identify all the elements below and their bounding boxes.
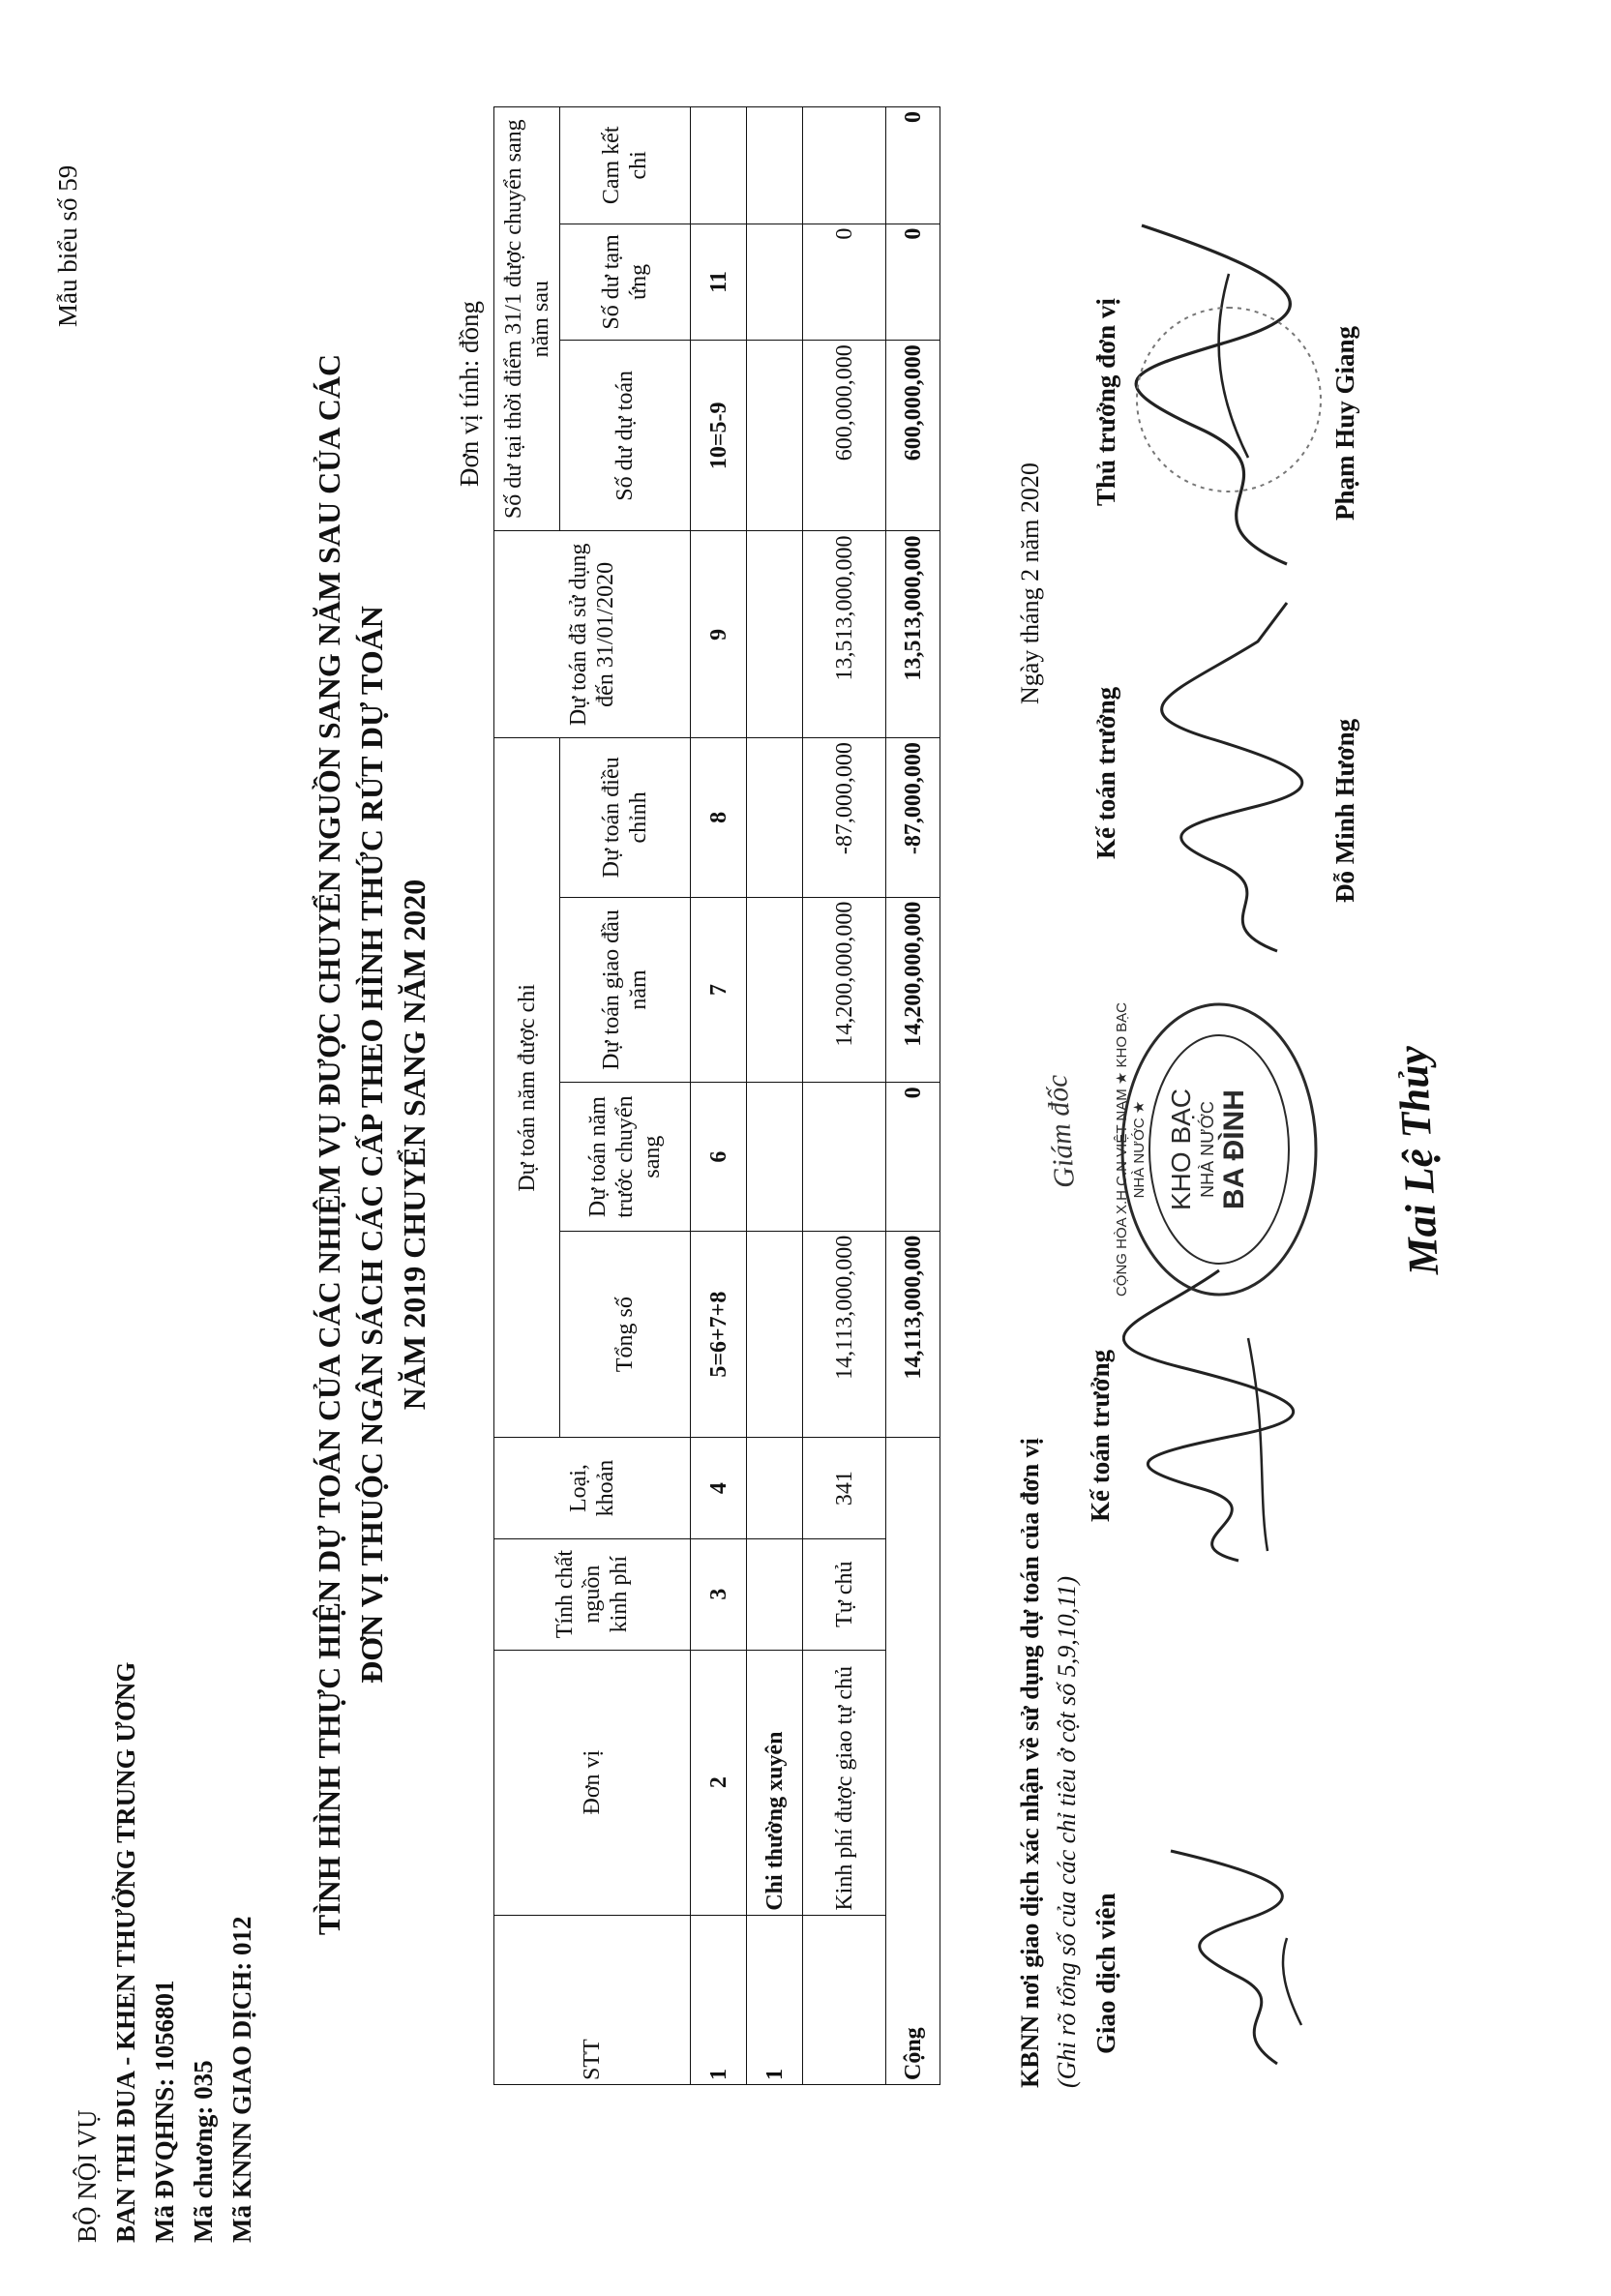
header-total: Tổng số [560,1231,691,1438]
treasury-code: Mã KNNN GIAO DỊCH: 012 [227,1916,256,2243]
header-advance: Số dư tạm ứng [560,224,691,341]
table-row [747,107,803,2085]
header-fund-nature: Tính chất nguồn kinh phí [494,1538,691,1650]
row-balance: 600,000,000 [803,341,886,531]
total-adjusted: -87,000,000 [886,738,940,897]
row-used: 13,513,000,000 [803,531,886,738]
row-unit: Chi thường xuyên [747,1650,803,1915]
row-assigned: 14,200,000,000 [803,897,886,1083]
row-carried [747,1083,803,1231]
chief-accountant-signature-icon [1142,593,1326,961]
chief-accountant-name: Đỗ Minh Hương [1330,718,1359,903]
stamp-ring-text: CỘNG HÒA X.H.C.N VIỆT NAM ★ KHO BẠC NHÀ NƯỚC ★ [1114,1001,1148,1297]
agency-name: BAN THI ĐUA - KHEN THƯỞNG TRUNG ƯƠNG [111,1661,140,2243]
total-label: Cộng [886,1438,940,2085]
row-total: 14,113,000,000 [803,1231,886,1438]
head-name: Phạm Huy Giang [1330,325,1359,521]
title-line-1: TÌNH HÌNH THỰC HIỆN DỰ TOÁN CỦA CÁC NHIỆM VỤ ĐƯỢC CHUYỂN NGUỒN SANG NĂM SAU CỦA CÁC [312,353,346,1936]
total-assigned: 14,200,000,000 [886,897,940,1083]
index-cell: 9 [691,531,747,738]
row-assigned [747,897,803,1083]
row-stt [803,1915,886,2084]
kbnn-note: (Ghi rõ tổng số của các chỉ tiêu ở cột số 5,9,10,11) [1053,1576,1081,2088]
index-cell [691,107,747,224]
date-line: Ngày tháng 2 năm 2020 [1016,462,1044,704]
total-commit: 0 [886,107,940,224]
row-commit [747,107,803,224]
budget-table [493,106,940,2085]
index-cell: 11 [691,224,747,341]
index-row [691,107,747,2085]
total-advance: 0 [886,224,940,341]
row-used [747,531,803,738]
header-used: Dự toán đã sử dụng đến 31/01/2020 [494,531,691,738]
total-total: 14,113,000,000 [886,1231,940,1438]
kbnn-accountant-title: Kế toán trưởng [1086,1349,1115,1522]
row-adjusted: -87,000,000 [803,738,886,897]
row-code [747,1438,803,1538]
total-balance: 600,000,000 [886,341,940,531]
kbnn-confirm: KBNN nơi giao dịch xác nhận về sử dụng dự toán của đơn vị [1016,1438,1044,2088]
title-line-3: NĂM 2019 CHUYỂN SANG NĂM 2020 [397,879,432,1411]
row-adjusted [747,738,803,897]
index-cell: 8 [691,738,747,897]
row-fund: Tự chủ [803,1538,886,1650]
director-name: Mai Lệ Thủy [1387,1044,1448,1277]
head-signature-icon [1113,206,1335,593]
index-cell: 2 [691,1650,747,1915]
row-carried [803,1083,886,1231]
stamp-center-line-3: BA ĐÌNH [1218,1089,1250,1209]
teller-signature-icon [1132,1832,1326,2083]
handwritten-director-label: Giám đốc [1040,1073,1082,1190]
budget-code: Mã ĐVQHNS: 1056801 [150,1980,179,2243]
unit-note: Đơn vị tính: đồng [455,300,484,487]
index-cell: 3 [691,1538,747,1650]
header-carried: Dự toán năm trước chuyển sang [560,1083,691,1231]
title-line-2: ĐƠN VỊ THUỘC NGÂN SÁCH CÁC CẤP THEO HÌNH THỨC RÚT DỰ TOÁN [354,606,389,1684]
chief-accountant-title: Kế toán trưởng [1091,686,1120,859]
row-code: 341 [803,1438,886,1538]
header-budget-group: Dự toán năm được chi [494,738,560,1438]
index-cell: 7 [691,897,747,1083]
row-total [747,1231,803,1438]
stamp-center-line-1: KHO BẠC [1166,1088,1196,1211]
stamp-center [1166,995,1251,1304]
head-title: Thủ trưởng đơn vị [1091,298,1120,506]
row-fund [747,1538,803,1650]
row-commit [803,107,886,224]
chapter-code: Mã chương: 035 [189,2060,218,2243]
table-row [803,107,886,2085]
header-assigned: Dự toán giao đầu năm [560,897,691,1083]
header-adjusted: Dự toán điều chỉnh [560,738,691,897]
index-cell: 4 [691,1438,747,1538]
header-balance-budget: Số dư dự toán [560,341,691,531]
header-commitment: Cam kết chi [560,107,691,224]
total-row [886,107,940,2085]
header-stt: STT [494,1915,691,2084]
row-balance [747,341,803,531]
ministry-name: BỘ NỘI VỤ [73,2109,102,2243]
total-used: 13,513,000,000 [886,531,940,738]
index-cell: 1 [691,1915,747,2084]
index-cell: 6 [691,1083,747,1231]
index-cell: 10=5-9 [691,341,747,531]
header-type-item: Loại, khoản [494,1438,691,1538]
total-carried: 0 [886,1083,940,1231]
header-balance-group: Số dư tại thời điểm 31/1 được chuyển sang năm sau [494,107,560,531]
row-unit: Kinh phí được giao tự chủ [803,1650,886,1915]
teller-title: Giao dịch viên [1091,1893,1120,2054]
row-advance: 0 [803,224,886,341]
header-unit: Đơn vị [494,1650,691,1915]
row-stt: 1 [747,1915,803,2084]
stamp-center-line-2: NHÀ NƯỚC [1198,1101,1217,1198]
form-number: Mẫu biểu số 59 [53,164,82,327]
row-advance [747,224,803,341]
index-cell: 5=6+7+8 [691,1231,747,1438]
